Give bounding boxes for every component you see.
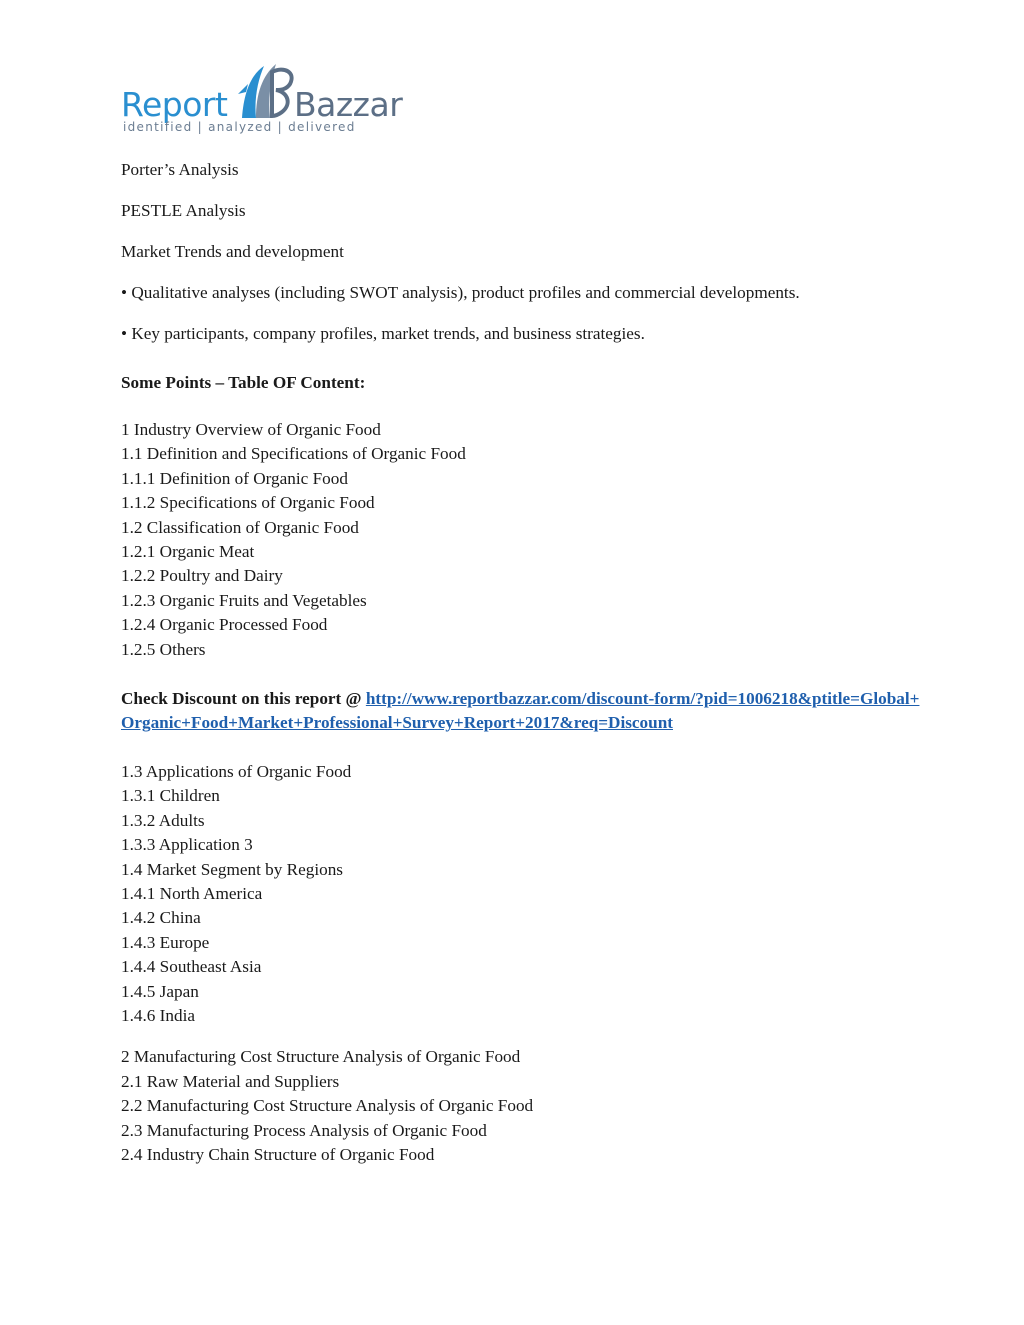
- report-bazzar-logo-icon: [234, 60, 298, 120]
- toc-item: 1.3 Applications of Organic Food: [121, 761, 352, 781]
- logo-tagline: identified | analyzed | delivered: [123, 120, 356, 134]
- toc-list-section-1: [121, 418, 921, 662]
- toc-item: 1.1 Definition and Specifications of Organic Food: [121, 444, 466, 464]
- toc-item: 1 Industry Overview of Organic Food: [121, 420, 381, 439]
- toc-item: 1.2.2 Poultry and Dairy: [121, 566, 283, 586]
- toc-item: 2 Manufacturing Cost Structure Analysis of Organic Food: [121, 1047, 521, 1067]
- toc-item: 1.1.2 Specifications of Organic Food: [121, 493, 375, 513]
- intro-line: Market Trends and development: [121, 242, 344, 261]
- toc-item: 2.3 Manufacturing Process Analysis of Organic Food: [121, 1120, 487, 1140]
- toc-item: 1.2.4 Organic Processed Food: [121, 615, 328, 635]
- toc-item: 1.4.3 Europe: [121, 932, 210, 952]
- toc-list-section-1b: [121, 760, 921, 1028]
- toc-item: 1.4.1 North America: [121, 883, 263, 903]
- toc-item: 2.1 Raw Material and Suppliers: [121, 1071, 340, 1091]
- document-body: [121, 158, 921, 1167]
- logo-brand-right: Bazzar: [294, 85, 403, 124]
- toc-heading: Some Points – Table OF Content:: [121, 373, 366, 392]
- toc-item: 1.4.4 Southeast Asia: [121, 957, 262, 977]
- discount-paragraph: [121, 687, 921, 736]
- toc-item: 1.3.3 Application 3: [121, 835, 253, 855]
- toc-item: 1.3.2 Adults: [121, 810, 205, 830]
- logo-brand-left: Report: [121, 85, 228, 124]
- toc-item: 1.4.5 Japan: [121, 981, 199, 1001]
- toc-item: 2.4 Industry Chain Structure of Organic Food: [121, 1144, 435, 1164]
- toc-item: 1.4.6 India: [121, 1005, 195, 1025]
- intro-bullet: • Key participants, company profiles, market trends, and business strategies.: [121, 324, 645, 343]
- intro-line: Porter’s Analysis: [121, 160, 239, 179]
- toc-item: 1.1.1 Definition of Organic Food: [121, 468, 348, 488]
- discount-label: Check Discount on this report @: [121, 689, 366, 709]
- toc-item: 1.4.2 China: [121, 908, 201, 928]
- toc-item: 1.2 Classification of Organic Food: [121, 517, 359, 537]
- toc-item: 1.4 Market Segment by Regions: [121, 859, 343, 879]
- report-bazzar-logo: [121, 60, 411, 140]
- intro-bullet: • Qualitative analyses (including SWOT analysis), product profiles and commercial developments.: [121, 283, 800, 302]
- toc-item: 2.2 Manufacturing Cost Structure Analysis of Organic Food: [121, 1096, 534, 1116]
- intro-line: PESTLE Analysis: [121, 201, 246, 220]
- toc-list-section-2: [121, 1045, 921, 1167]
- toc-item: 1.3.1 Children: [121, 786, 220, 806]
- toc-item: 1.2.3 Organic Fruits and Vegetables: [121, 590, 367, 610]
- toc-item: 1.2.1 Organic Meat: [121, 542, 255, 562]
- toc-item: 1.2.5 Others: [121, 639, 206, 659]
- discount-link[interactable]: http://www.reportbazzar.com/discount-form/?pid=1006218&ptitle=Global+Organic+Food+Market+Professional+Survey+Report+2017&req=Discount: [121, 689, 920, 733]
